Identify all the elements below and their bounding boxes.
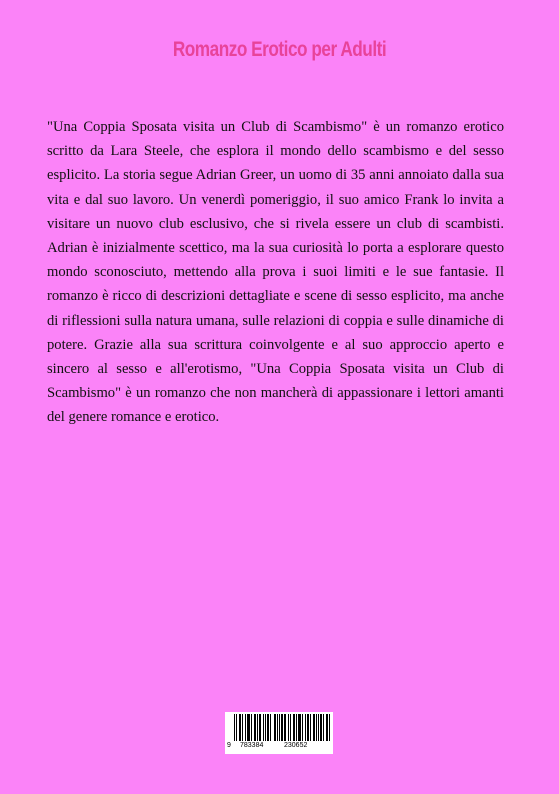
isbn-barcode [225, 712, 333, 754]
barcode-left-digits: 783384 [240, 742, 264, 749]
barcode-bars [225, 712, 333, 742]
cover-title: Romanzo Erotico per Adulti [172, 38, 387, 61]
barcode-lead-digit: 9 [227, 742, 231, 749]
barcode-right-digits: 230652 [284, 742, 308, 749]
book-description: "Una Coppia Sposata visita un Club di Scambismo" è un romanzo erotico scritto da Lara Steele, che esplora il mondo dello scambismo e del sesso esplicito. La storia segue Adrian Greer, un uomo di 35 anni annoiato dalla sua vita e dal suo lavoro. Un venerdì pomeriggio, il suo amico Frank lo invita a visitare un nuovo club esclusivo, che si rivela essere un club di scambisti. Adrian è inizialmente scettico, ma la sua curiosità lo porta a esplorare questo mondo sconosciuto, mettendo alla prova i suoi limiti e le sue fantasie. Il romanzo è ricco di descrizioni dettagliate e scene di sesso esplicito, ma anche di riflessioni sulla natura umana, sulle relazioni di coppia e sulle dinamiche di potere. Grazie alla sua scrittura coinvolgente e al suo approccio aperto e sincero al sesso e all'erotismo, "Una Coppia Sposata visita un Club di Scambismo" è un romanzo che non mancherà di appassionare i lettori amanti del genere romance e erotico. [47, 119, 504, 426]
